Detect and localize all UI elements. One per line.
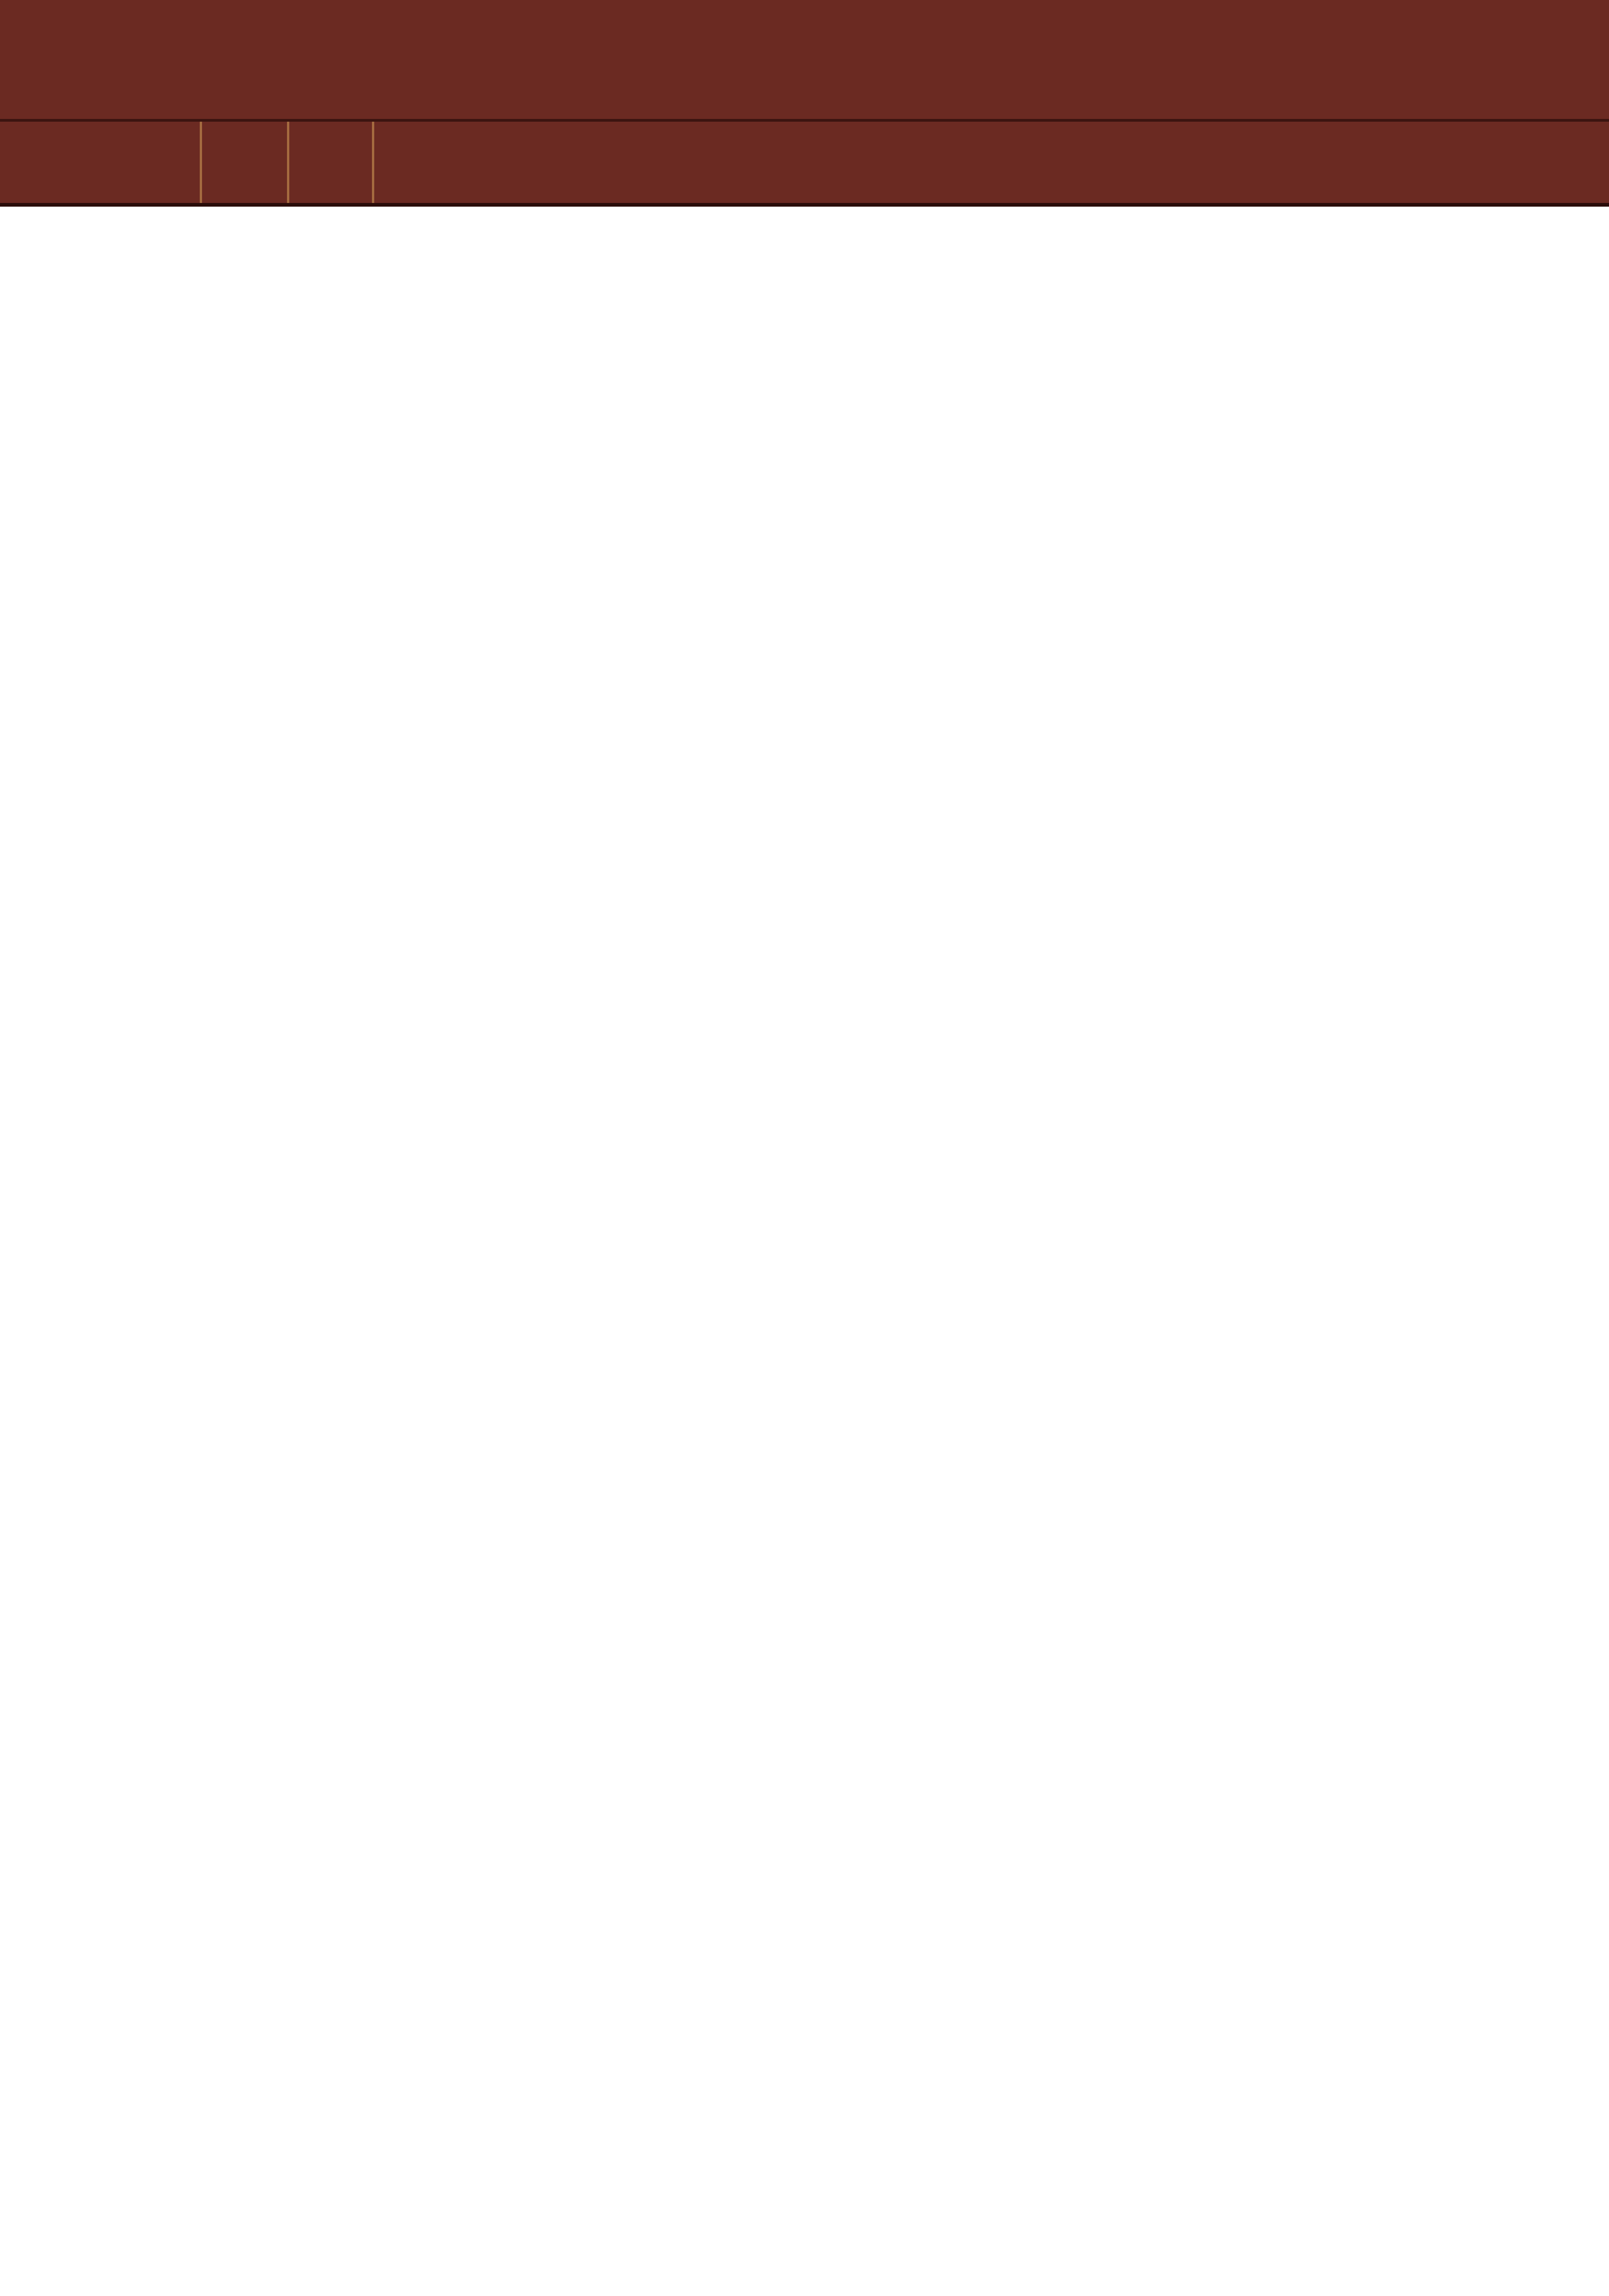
header-icon: [0, 122, 202, 203]
header-info: [374, 122, 1609, 203]
header-name: [202, 122, 289, 203]
table-header: [0, 122, 1609, 207]
header-type: [289, 122, 374, 203]
page-title: [0, 0, 1609, 122]
